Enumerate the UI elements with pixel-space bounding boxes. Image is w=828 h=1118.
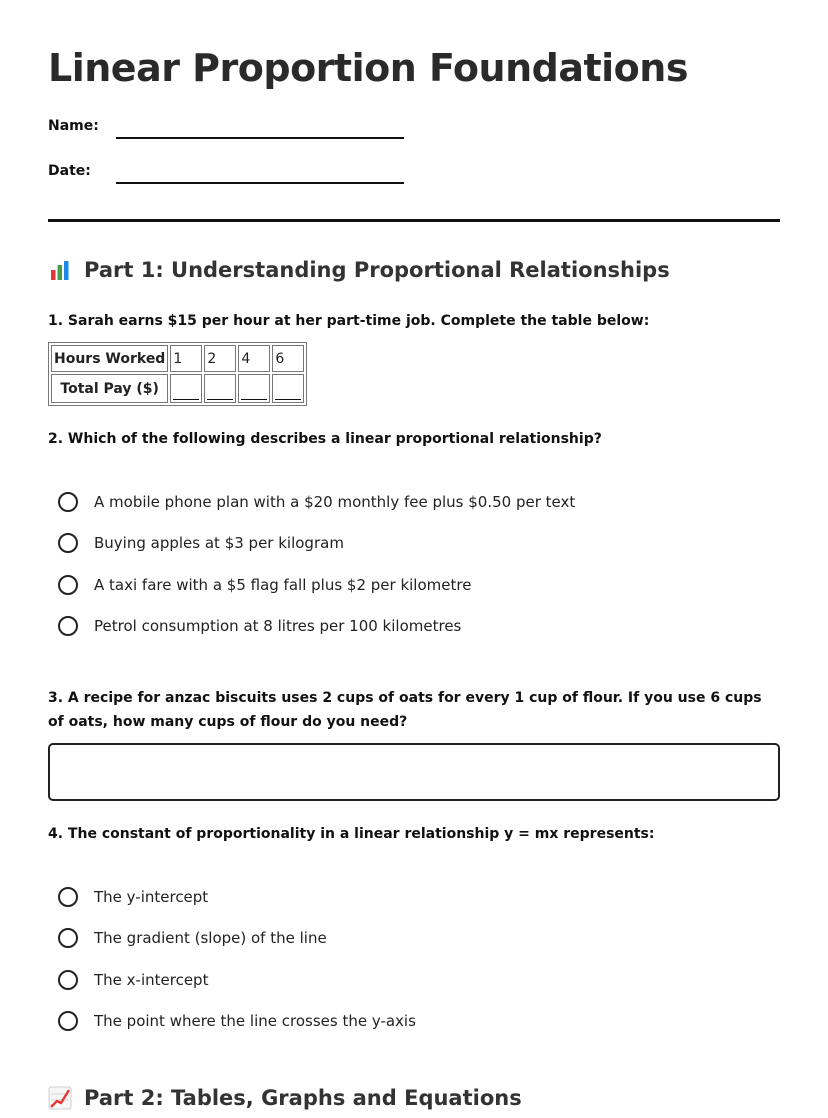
radio-button[interactable] [58,533,78,553]
pay-blank-cell[interactable] [204,374,236,403]
question-4: 4. The constant of proportionality in a linear relationship y = mx represents: [48,826,655,842]
radio-button[interactable] [58,492,78,512]
date-field [48,163,91,179]
part2-heading [48,1086,522,1110]
radio-button[interactable] [58,616,78,636]
pay-table [48,342,307,406]
q2-option[interactable] [58,533,344,553]
q4-option[interactable] [58,1011,416,1031]
table-row [51,345,304,372]
q2-option[interactable] [58,492,575,512]
hours-cell: 4 [238,345,270,372]
q2-option[interactable] [58,616,461,636]
bar-chart-icon [48,258,72,282]
question-2: 2. Which of the following describes a linear proportional relationship? [48,431,602,447]
option-label: The y-intercept [94,888,209,906]
trend-chart-icon [48,1086,72,1110]
pay-header: Total Pay ($) [51,374,168,403]
answer-blank [275,398,301,400]
q2-option[interactable] [58,575,471,595]
q3-answer-input[interactable] [48,743,780,801]
radio-button[interactable] [58,575,78,595]
pay-blank-cell[interactable] [272,374,304,403]
hours-cell: 1 [170,345,202,372]
option-label: Buying apples at $3 per kilogram [94,534,344,552]
option-label: A taxi fare with a $5 flag fall plus $2 per kilometre [94,576,472,594]
hours-cell: 6 [272,345,304,372]
table-row [51,374,304,403]
name-input-line[interactable] [116,137,404,139]
part1-heading [48,258,670,282]
pay-blank-cell[interactable] [170,374,202,403]
pay-blank-cell[interactable] [238,374,270,403]
option-label: A mobile phone plan with a $20 monthly fee plus $0.50 per text [94,493,576,511]
question-1: 1. Sarah earns $15 per hour at her part-time job. Complete the table below: [48,313,650,329]
question-3: 3. A recipe for anzac biscuits uses 2 cups of oats for every 1 cup of flour. If you use 6 cups of oats, how many cups of flour do you need? [48,690,762,730]
q4-option[interactable] [58,970,208,990]
answer-blank [241,398,267,400]
q4-option[interactable] [58,928,327,948]
answer-blank [207,398,233,400]
name-field [48,118,99,134]
page-title: Linear Proportion Foundations [48,46,688,90]
hours-cell: 2 [204,345,236,372]
option-label: Petrol consumption at 8 litres per 100 kilometres [94,617,462,635]
option-label: The gradient (slope) of the line [94,929,327,947]
header-divider [48,219,780,222]
option-label: The x-intercept [94,971,209,989]
answer-blank [173,398,199,400]
part2-heading-text: Part 2: Tables, Graphs and Equations [84,1086,522,1110]
name-label: Name: [48,118,99,134]
radio-button[interactable] [58,928,78,948]
part1-heading-text: Part 1: Understanding Proportional Relationships [84,258,670,282]
radio-button[interactable] [58,970,78,990]
date-input-line[interactable] [116,182,404,184]
hours-header: Hours Worked [51,345,168,372]
radio-button[interactable] [58,1011,78,1031]
date-label: Date: [48,163,91,179]
radio-button[interactable] [58,887,78,907]
q4-option[interactable] [58,887,208,907]
option-label: The point where the line crosses the y-axis [94,1012,416,1030]
